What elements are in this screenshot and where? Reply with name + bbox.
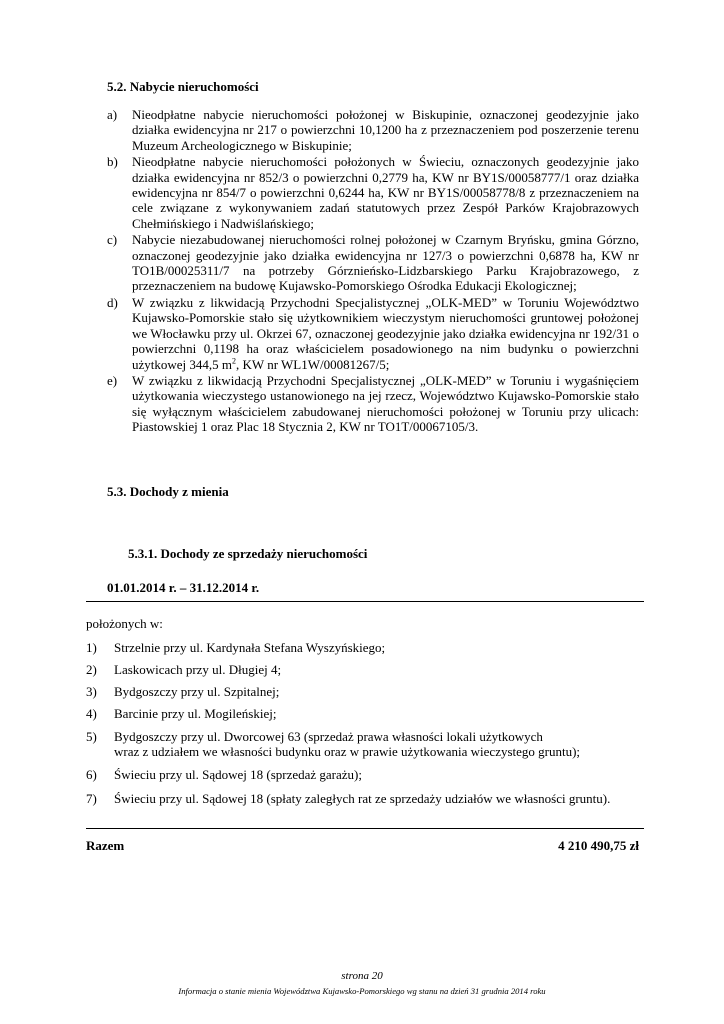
- list-item: [107, 373, 639, 435]
- list-text: Nieodpłatne nabycie nieruchomości położonych w Świeciu, oznaczonych geodezyjnie jako działka ewidencyjna nr 852/3 o powierzchni 0,2779 ha, KW nr BY1S/00058777/1 oraz działka ewidencyjna nr 854/7 o powierzchni 0,6244 ha, KW nr BY1S/00058778/8 z przeznaczeniem na cele związane z wykonywaniem zadań statutowych przez Zespół Parków Krajobrazowych Chełmińskiego i Nadwiślańskiego;: [132, 154, 639, 231]
- list-text-part: , KW nr WL1W/00081267/5;: [236, 356, 390, 372]
- superscript: 2: [232, 356, 237, 366]
- list-marker: b): [107, 154, 118, 170]
- item-number: 1): [86, 640, 97, 655]
- footer-caption: Informacja o stanie mienia Województwa Kujawsko-Pomorskiego wg stanu na dzień 31 grudnia 2014 roku: [178, 986, 546, 996]
- list-item: [107, 154, 639, 231]
- item-text: wraz z udziałem we własności budynku oraz w prawie użytkowania wieczystego gruntu);: [114, 744, 581, 759]
- item-text: Bydgoszczy przy ul. Szpitalnej;: [114, 684, 280, 699]
- item-text: Świeciu przy ul. Sądowej 18 (sprzedaż garażu);: [114, 767, 362, 782]
- item-number: 4): [86, 706, 97, 721]
- list-text: Nieodpłatne nabycie nieruchomości położonej w Biskupinie, oznaczonej geodezyjnie jako działka ewidencyjna nr 217 o powierzchni 10,1200 ha z przeznaczeniem pod poszerzenie terenu Muzeum Archeologicznego w Biskupinie;: [132, 107, 639, 153]
- item-number: 6): [86, 767, 97, 782]
- list-text: Nabycie niezabudowanej nieruchomości rolnej położonej w Czarnym Bryńsku, gmina Górzno, oznaczonej geodezyjnie jako działka ewidencyjna nr 127/3 o powierzchni 0,6878 ha, KW nr TO1B/00025311/7 na potrzeby Górznieńsko-Lidzbarskiego Parku Krajobrazowego, z przeznaczeniem na budowę Kujawsko-Pomorskiego Ośrodka Edukacji Ekologicznej;: [132, 232, 639, 294]
- list-item: [107, 295, 639, 372]
- list-marker: c): [107, 232, 118, 248]
- acquisition-list: [107, 107, 639, 435]
- intro-text: położonych w:: [86, 616, 163, 631]
- divider: [86, 601, 644, 602]
- list-item: [107, 107, 639, 153]
- item-number: 7): [86, 791, 97, 806]
- list-marker: d): [107, 294, 118, 310]
- item-number: 5): [86, 729, 97, 744]
- list-text: [132, 295, 639, 372]
- section-5-3-heading: 5.3. Dochody z mienia: [107, 484, 229, 499]
- period-heading: 01.01.2014 r. – 31.12.2014 r.: [107, 580, 260, 595]
- item-text: Bydgoszczy przy ul. Dworcowej 63 (sprzedaż prawa własności lokali użytkowych: [114, 729, 543, 744]
- list-marker: e): [107, 372, 118, 388]
- divider: [86, 828, 644, 829]
- total-value: 4 210 490,75 zł: [558, 838, 639, 853]
- total-label: Razem: [86, 838, 125, 853]
- page-number: strona 20: [341, 970, 383, 982]
- list-item: [107, 232, 639, 294]
- item-number: 3): [86, 684, 97, 699]
- list-text: W związku z likwidacją Przychodni Specjalistycznej „OLK-MED” w Toruniu i wygaśnięciem użytkowania wieczystego ustanowionego na jej rzecz, Województwo Kujawsko-Pomorskie stało się wyłącznym właścicielem zabudowanej nieruchomości położonej w Toruniu przy ulicach: Piastowskiej 1 oraz Plac 18 Stycznia 2, KW nr TO1T/00067105/3.: [132, 372, 639, 435]
- item-text: Laskowicach przy ul. Długiej 4;: [114, 662, 282, 677]
- item-text: Strzelnie przy ul. Kardynała Stefana Wyszyńskiego;: [114, 640, 386, 655]
- item-text: Barcinie przy ul. Mogileńskiej;: [114, 706, 277, 721]
- list-text-part: W związku z likwidacją Przychodni Specjalistycznej „OLK-MED” w Toruniu Województwo Kujawsko-Pomorskie stało się użytkownikiem wieczystym nieruchomości gruntowej położonej we Włocławku przy ul. Okrzei 67, oznaczonej geodezyjnie jako działka ewidencyjna nr 192/31 o powierzchni 0,1198 ha oraz właścicielem posadowionego na nim budynku o powierzchni użytkowej 344,5 m: [132, 294, 639, 372]
- section-5-2-heading: 5.2. Nabycie nieruchomości: [107, 79, 259, 94]
- list-marker: a): [107, 107, 118, 122]
- section-5-3-1-heading: 5.3.1. Dochody ze sprzedaży nieruchomości: [128, 546, 368, 561]
- item-text: Świeciu przy ul. Sądowej 18 (spłaty zaległych rat ze sprzedaży udziałów we własności gruntu).: [114, 791, 611, 806]
- item-number: 2): [86, 662, 97, 677]
